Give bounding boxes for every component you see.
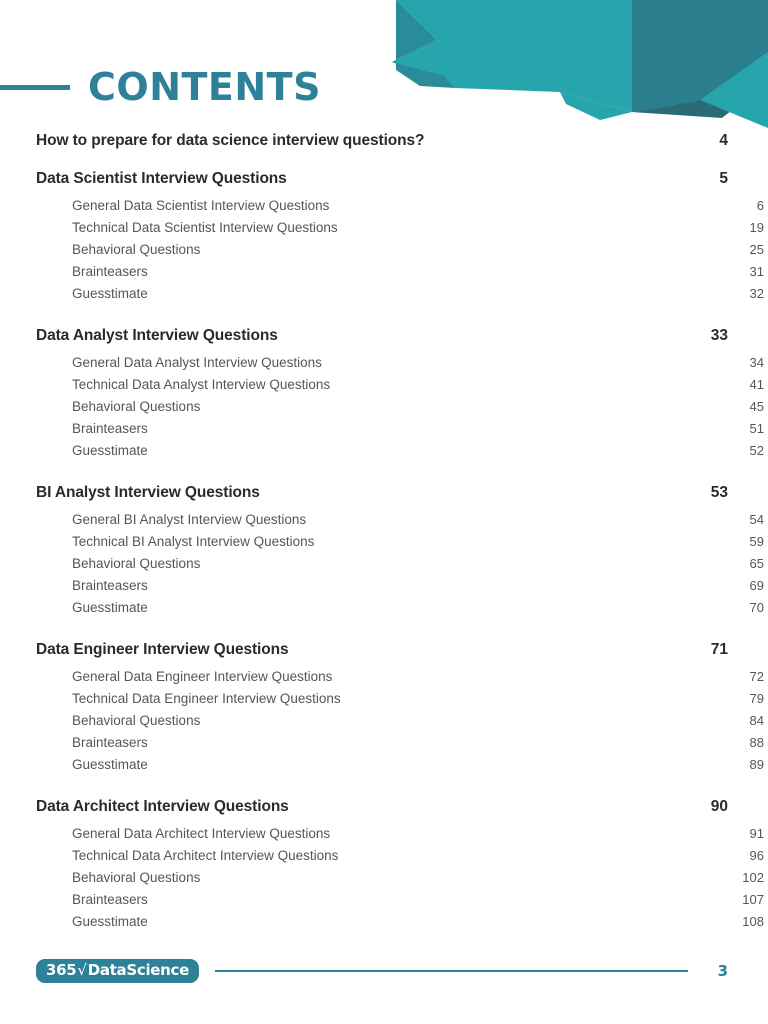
toc-subitem[interactable] xyxy=(36,665,764,687)
page-title-row xyxy=(0,62,768,112)
toc-subitem-page: 65 xyxy=(749,555,764,571)
toc-section-heading[interactable] xyxy=(36,792,728,822)
spacer xyxy=(36,156,728,164)
toc-subitem-page: 31 xyxy=(749,263,764,279)
toc-subitem-label: Behavioral Questions xyxy=(72,398,201,414)
toc-section-page: 71 xyxy=(710,641,728,658)
toc-subitem-label: Brainteasers xyxy=(72,420,148,436)
toc-subitem-page: 79 xyxy=(749,690,764,706)
toc-subitem[interactable] xyxy=(36,822,764,844)
toc-entry-intro[interactable] xyxy=(36,126,728,156)
logo-number: 365 xyxy=(46,961,77,979)
toc-subitem[interactable] xyxy=(36,687,764,709)
toc-subitem-label: Technical Data Engineer Interview Questions xyxy=(72,690,341,706)
toc-subitem[interactable] xyxy=(36,439,764,461)
footer-rule xyxy=(215,970,688,972)
toc-subitem[interactable] xyxy=(36,574,764,596)
toc-section-page: 33 xyxy=(710,327,728,344)
table-of-contents xyxy=(36,126,764,941)
toc-section-heading[interactable] xyxy=(36,635,728,665)
toc-section-page: 5 xyxy=(719,170,728,187)
toc-section xyxy=(36,321,764,461)
toc-subitem-page: 59 xyxy=(749,533,764,549)
toc-subitem[interactable] xyxy=(36,888,764,910)
toc-subitem[interactable] xyxy=(36,282,764,304)
spacer xyxy=(36,784,728,792)
toc-section-label: Data Architect Interview Questions xyxy=(36,798,289,815)
toc-subitem[interactable] xyxy=(36,844,764,866)
toc-subitem-label: Technical Data Scientist Interview Questions xyxy=(72,219,338,235)
toc-subitem-label: General Data Scientist Interview Questions xyxy=(72,197,330,213)
toc-subitem-page: 25 xyxy=(749,241,764,257)
toc-subitem-page: 88 xyxy=(749,734,764,750)
toc-subitem-label: General Data Architect Interview Questions xyxy=(72,825,331,841)
page-title: CONTENTS xyxy=(88,65,321,109)
toc-subitem-label: Guesstimate xyxy=(72,756,148,772)
toc-subitem-label: Brainteasers xyxy=(72,891,148,907)
logo-word: DataScience xyxy=(87,961,190,979)
toc-subitem[interactable] xyxy=(36,753,764,775)
toc-subitem-page: 54 xyxy=(749,511,764,527)
toc-subitem-page: 108 xyxy=(742,913,764,929)
toc-subitem-page: 6 xyxy=(756,197,764,213)
toc-subitem[interactable] xyxy=(36,395,764,417)
toc-subitem-page: 107 xyxy=(742,891,764,907)
toc-subitem-page: 91 xyxy=(749,825,764,841)
toc-subitem-page: 102 xyxy=(742,869,764,885)
toc-section-label: Data Engineer Interview Questions xyxy=(36,641,289,658)
toc-subitem-page: 34 xyxy=(749,354,764,370)
footer xyxy=(36,956,728,986)
toc-subitem-label: Behavioral Questions xyxy=(72,241,201,257)
toc-subitem-page: 84 xyxy=(749,712,764,728)
toc-subitem[interactable] xyxy=(36,508,764,530)
toc-subitem-label: Brainteasers xyxy=(72,734,148,750)
toc-subitem-page: 96 xyxy=(749,847,764,863)
toc-subitem-page: 19 xyxy=(749,219,764,235)
toc-subitem-label: Guesstimate xyxy=(72,442,148,458)
toc-section-heading[interactable] xyxy=(36,478,728,508)
toc-subitem-label: Behavioral Questions xyxy=(72,555,201,571)
toc-subitem-label: Brainteasers xyxy=(72,263,148,279)
toc-subitem[interactable] xyxy=(36,194,764,216)
toc-subitem[interactable] xyxy=(36,238,764,260)
toc-subitem-label: General Data Analyst Interview Questions xyxy=(72,354,322,370)
toc-section xyxy=(36,478,764,618)
toc-subitem-page: 52 xyxy=(749,442,764,458)
toc-subitem-page: 70 xyxy=(749,599,764,615)
toc-subitem[interactable] xyxy=(36,596,764,618)
toc-subitem-label: Technical BI Analyst Interview Questions xyxy=(72,533,315,549)
toc-section xyxy=(36,792,764,932)
toc-subitem[interactable] xyxy=(36,530,764,552)
toc-subitem[interactable] xyxy=(36,260,764,282)
toc-subitem[interactable] xyxy=(36,709,764,731)
toc-section-label: Data Scientist Interview Questions xyxy=(36,170,287,187)
toc-section xyxy=(36,635,764,775)
spacer xyxy=(36,627,728,635)
toc-subitem-label: Behavioral Questions xyxy=(72,869,201,885)
toc-entry-page: 4 xyxy=(719,132,728,149)
brand-logo[interactable] xyxy=(36,959,199,983)
toc-subitem[interactable] xyxy=(36,910,764,932)
toc-subitem-label: Brainteasers xyxy=(72,577,148,593)
toc-subitem-label: Technical Data Analyst Interview Questions xyxy=(72,376,331,392)
toc-subitem-label: Guesstimate xyxy=(72,599,148,615)
radical-icon: √ xyxy=(77,961,87,979)
toc-subitem-label: Technical Data Architect Interview Questions xyxy=(72,847,339,863)
title-rule xyxy=(0,85,70,90)
toc-subitem-label: Guesstimate xyxy=(72,285,148,301)
toc-subitem-page: 45 xyxy=(749,398,764,414)
toc-subitem-label: General Data Engineer Interview Questions xyxy=(72,668,333,684)
toc-section-heading[interactable] xyxy=(36,321,728,351)
toc-subitem[interactable] xyxy=(36,731,764,753)
toc-subitem-label: Behavioral Questions xyxy=(72,712,201,728)
toc-section-heading[interactable] xyxy=(36,164,728,194)
toc-subitem[interactable] xyxy=(36,216,764,238)
toc-subitem-label: Guesstimate xyxy=(72,913,148,929)
toc-subitem[interactable] xyxy=(36,417,764,439)
footer-page-number: 3 xyxy=(717,962,728,980)
spacer xyxy=(36,313,728,321)
toc-entry-label: How to prepare for data science interview questions? xyxy=(36,132,425,149)
toc-subitem-page: 89 xyxy=(749,756,764,772)
spacer xyxy=(36,470,728,478)
toc-subitem-page: 32 xyxy=(749,285,764,301)
toc-subitem-page: 72 xyxy=(749,668,764,684)
toc-subitem-page: 41 xyxy=(749,376,764,392)
toc-subitem[interactable] xyxy=(36,552,764,574)
toc-section xyxy=(36,164,764,304)
toc-subitem-page: 69 xyxy=(749,577,764,593)
toc-subitem-label: General BI Analyst Interview Questions xyxy=(72,511,307,527)
toc-subitem-page: 51 xyxy=(749,420,764,436)
toc-section-page: 90 xyxy=(710,798,728,815)
toc-subitem[interactable] xyxy=(36,866,764,888)
toc-subitem[interactable] xyxy=(36,351,764,373)
toc-subitem[interactable] xyxy=(36,373,764,395)
toc-section-label: Data Analyst Interview Questions xyxy=(36,327,278,344)
toc-section-label: BI Analyst Interview Questions xyxy=(36,484,260,501)
toc-section-page: 53 xyxy=(710,484,728,501)
